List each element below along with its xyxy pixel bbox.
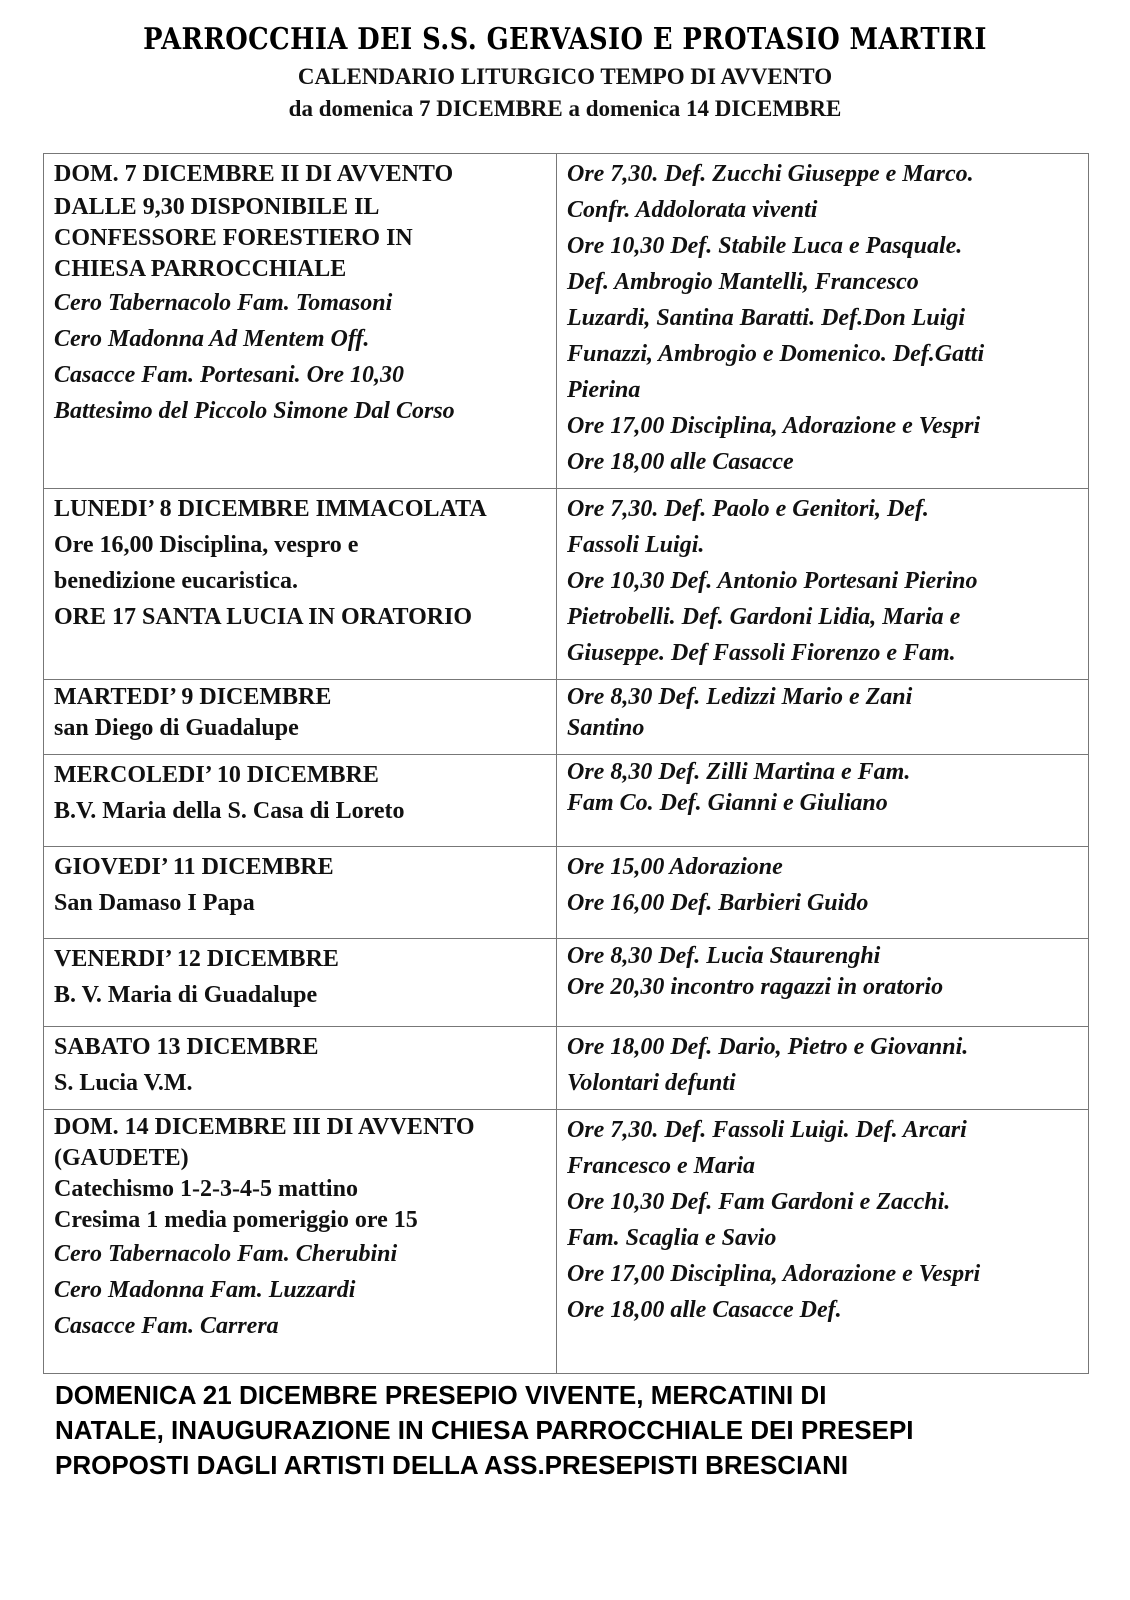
mass-intention: Ore 10,30 Def. Fam Gardoni e Zacchi.	[567, 1189, 951, 1215]
day-heading: MARTEDI’ 9 DICEMBRE	[54, 684, 332, 710]
mass-intention: Ore 10,30 Def. Stabile Luca e Pasquale.	[567, 233, 963, 259]
mass-intention: Francesco e Maria	[567, 1153, 755, 1179]
mass-intention: Ore 16,00 Def. Barbieri Guido	[567, 890, 869, 916]
mass-intention: Santino	[567, 715, 645, 741]
mass-intention: Funazzi, Ambrogio e Domenico. Def.Gatti	[567, 341, 985, 367]
day-detail: benedizione eucaristica.	[54, 568, 298, 594]
mass-intention: Pierina	[567, 377, 641, 403]
mass-intention: Ore 18,00 alle Casacce Def.	[567, 1297, 842, 1323]
day-description-cell	[44, 847, 557, 939]
day-detail: Catechismo 1-2-3-4-5 mattino	[54, 1176, 358, 1202]
day-row	[44, 154, 1089, 489]
mass-intentions-cell	[557, 1027, 1089, 1110]
mass-intention: Ore 10,30 Def. Antonio Portesani Pierino	[567, 568, 978, 594]
day-row	[44, 1110, 1089, 1374]
mass-intentions-cell	[557, 154, 1089, 489]
day-heading: DOM. 14 DICEMBRE III DI AVVENTO	[54, 1114, 475, 1140]
mass-intention: Giuseppe. Def Fassoli Fiorenzo e Fam.	[567, 640, 956, 666]
day-detail: Battesimo del Piccolo Simone Dal Corso	[54, 398, 455, 424]
mass-intention: Ore 18,00 Def. Dario, Pietro e Giovanni.	[567, 1034, 969, 1060]
day-detail: CONFESSORE FORESTIERO IN	[54, 225, 413, 251]
day-detail: Casacce Fam. Carrera	[54, 1313, 279, 1339]
day-detail: Cero Tabernacolo Fam. Cherubini	[54, 1241, 398, 1267]
day-heading: SABATO 13 DICEMBRE	[54, 1034, 319, 1060]
day-detail: B. V. Maria di Guadalupe	[54, 982, 318, 1008]
liturgical-calendar-table	[43, 153, 1089, 1374]
mass-intention: Ore 15,00 Adorazione	[567, 854, 783, 880]
parish-title: PARROCCHIA DEI S.S. GERVASIO E PROTASIO MARTIRI	[143, 22, 987, 57]
day-row	[44, 939, 1089, 1027]
day-detail: ORE 17 SANTA LUCIA IN ORATORIO	[54, 604, 473, 630]
day-heading: GIOVEDI’ 11 DICEMBRE	[54, 854, 334, 880]
footer-line: DOMENICA 21 DICEMBRE PRESEPIO VIVENTE, MERCATINI DI	[55, 1380, 827, 1410]
mass-intention: Ore 17,00 Disciplina, Adorazione e Vespri	[567, 413, 981, 439]
mass-intention: Confr. Addolorata viventi	[567, 197, 818, 223]
day-detail: Cresima 1 media pomeriggio ore 15	[54, 1207, 418, 1233]
footer-line: NATALE, INAUGURAZIONE IN CHIESA PARROCCHIALE DEI PRESEPI	[55, 1415, 914, 1445]
day-detail: (GAUDETE)	[54, 1145, 189, 1171]
mass-intention: Volontari defunti	[567, 1070, 736, 1096]
mass-intention: Luzardi, Santina Baratti. Def.Don Luigi	[567, 305, 966, 331]
mass-intentions-cell	[557, 489, 1089, 680]
day-heading: VENERDI’ 12 DICEMBRE	[54, 946, 339, 972]
day-detail: S. Lucia V.M.	[54, 1070, 193, 1096]
mass-intention: Def. Ambrogio Mantelli, Francesco	[567, 269, 919, 295]
mass-intention: Ore 8,30 Def. Zilli Martina e Fam.	[567, 759, 911, 785]
mass-intention: Ore 7,30. Def. Paolo e Genitori, Def.	[567, 496, 929, 522]
day-row	[44, 1027, 1089, 1110]
date-range: da domenica 7 DICEMBRE a domenica 14 DICEMBRE	[288, 96, 842, 121]
day-description-cell	[44, 489, 557, 680]
day-row	[44, 755, 1089, 847]
footer-announcement	[55, 1378, 1095, 1483]
day-detail: Cero Madonna Ad Mentem Off.	[54, 326, 370, 352]
day-row	[44, 680, 1089, 755]
mass-intention: Ore 8,30 Def. Lucia Staurenghi	[567, 943, 881, 969]
mass-intention: Fam. Scaglia e Savio	[567, 1225, 777, 1251]
mass-intention: Ore 8,30 Def. Ledizzi Mario e Zani	[567, 684, 913, 710]
day-detail: DALLE 9,30 DISPONIBILE IL	[54, 194, 380, 220]
day-detail: Ore 16,00 Disciplina, vespro e	[54, 532, 359, 558]
day-description-cell	[44, 939, 557, 1027]
day-detail: Casacce Fam. Portesani. Ore 10,30	[54, 362, 404, 388]
mass-intention: Fassoli Luigi.	[567, 532, 705, 558]
mass-intention: Ore 7,30. Def. Zucchi Giuseppe e Marco.	[567, 161, 974, 187]
day-detail: B.V. Maria della S. Casa di Loreto	[54, 798, 405, 824]
mass-intention: Ore 7,30. Def. Fassoli Luigi. Def. Arcari	[567, 1117, 967, 1143]
day-description-cell	[44, 154, 557, 489]
day-heading: MERCOLEDI’ 10 DICEMBRE	[54, 762, 379, 788]
day-description-cell	[44, 1110, 557, 1374]
day-detail: san Diego di Guadalupe	[54, 715, 299, 741]
day-detail: CHIESA PARROCCHIALE	[54, 256, 347, 282]
mass-intentions-cell	[557, 755, 1089, 847]
day-heading: DOM. 7 DICEMBRE II DI AVVENTO	[54, 161, 454, 187]
mass-intention: Ore 17,00 Disciplina, Adorazione e Vespri	[567, 1261, 981, 1287]
day-detail: Cero Tabernacolo Fam. Tomasoni	[54, 290, 393, 316]
mass-intention: Ore 18,00 alle Casacce	[567, 449, 794, 475]
day-description-cell	[44, 755, 557, 847]
mass-intentions-cell	[557, 680, 1089, 755]
mass-intentions-cell	[557, 939, 1089, 1027]
mass-intentions-cell	[557, 847, 1089, 939]
mass-intention: Ore 20,30 incontro ragazzi in oratorio	[567, 974, 944, 1000]
mass-intention: Pietrobelli. Def. Gardoni Lidia, Maria e	[567, 604, 961, 630]
day-detail: San Damaso I Papa	[54, 890, 255, 916]
mass-intention: Fam Co. Def. Gianni e Giuliano	[567, 790, 888, 816]
mass-intentions-cell	[557, 1110, 1089, 1374]
day-detail: Cero Madonna Fam. Luzzardi	[54, 1277, 356, 1303]
calendar-subtitle: CALENDARIO LITURGICO TEMPO DI AVVENTO	[297, 64, 833, 89]
day-row	[44, 847, 1089, 939]
day-description-cell	[44, 1027, 557, 1110]
footer-line: PROPOSTI DAGLI ARTISTI DELLA ASS.PRESEPISTI BRESCIANI	[55, 1450, 849, 1480]
day-description-cell	[44, 680, 557, 755]
day-heading: LUNEDI’ 8 DICEMBRE IMMACOLATA	[54, 496, 487, 522]
day-row	[44, 489, 1089, 680]
